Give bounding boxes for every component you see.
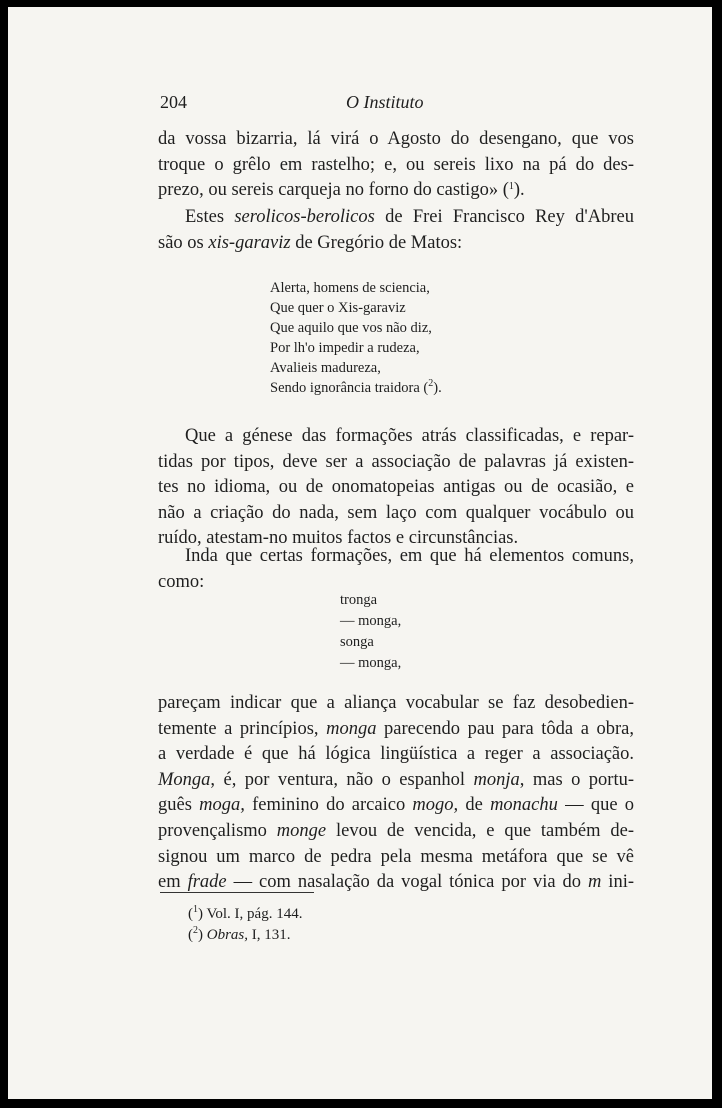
italic-term: monachu: [490, 795, 558, 816]
paragraph-1: [158, 127, 634, 204]
footnote-mark: 1: [193, 904, 198, 915]
italic-term: frade: [187, 872, 227, 893]
paragraph-4: [158, 544, 634, 595]
word-list: [340, 590, 401, 674]
italic-term: monga: [326, 718, 377, 739]
text-line: ruído, atestam-no muitos factos e circunstâncias.: [158, 528, 519, 549]
footnote-1: ($^1$) Vol. I, pág. 144.: [188, 904, 303, 922]
page-number: 204: [160, 92, 187, 112]
verse-line: Avalieis madureza,: [270, 360, 381, 376]
text-line: são os xis-garaviz de Gregório de Matos:: [158, 232, 463, 253]
book-page: [8, 7, 712, 1099]
text-line: temente a princípios, monga parecendo pau para tôda a obra,: [158, 718, 634, 739]
text-line: pareçam indicar que a aliança vocabular se faz desobedien-: [158, 693, 634, 713]
running-title: O Instituto: [346, 92, 424, 112]
italic-term: monja: [473, 769, 520, 790]
footnote-2: ($^2$) Obras, I, 131.: [188, 925, 291, 943]
word-item: tronga: [340, 592, 378, 608]
text-line: provençalismo monge levou de vencida, e que também de-: [158, 820, 634, 841]
text-line: em frade — com nasalação da vogal tónica por via do m ini-: [158, 872, 634, 893]
word-item: songa: [340, 634, 374, 650]
text-line: Monga, é, por ventura, não o espanhol monja, mas o portu-: [158, 769, 634, 790]
text-line: Inda que certas formações, em que há elementos comuns,: [185, 546, 634, 566]
text-line: a verdade é que há lógica lingüística a reger a associação.: [158, 744, 634, 765]
text-line: não a criação do nada, sem laço com qualquer vocábulo ou: [158, 502, 634, 523]
paragraph-2: [158, 205, 634, 256]
verse-line: Que quer o Xis-garaviz: [270, 300, 406, 316]
paragraph-5: [158, 691, 634, 896]
verse-line: Que aquilo que vos não diz,: [270, 320, 432, 336]
text-line: guês moga, feminino do arcaico mogo, de monachu — que o: [158, 795, 634, 816]
italic-term: xis-garaviz: [208, 232, 291, 253]
italic-term: mogo,: [412, 795, 459, 816]
text-line: prezo, ou sereis carqueja no forno do castigo» ($^1$).: [158, 180, 525, 201]
verse-line: Sendo ignorância traidora ($^2$).: [270, 378, 442, 396]
footnotes: [188, 904, 302, 946]
verse-line: Por lh'o impedir a rudeza,: [270, 340, 420, 356]
text-line: signou um marco de pedra pela mesma metáfora que se vê: [158, 846, 634, 867]
text-line: troque o grêlo em rastelho; e, ou sereis lixo na pá do des-: [158, 154, 634, 175]
word-item: — monga,: [340, 655, 402, 671]
verse-quote: [270, 278, 442, 398]
footnote-ref: 2: [428, 378, 434, 389]
verse-line: Alerta, homens de sciencia,: [270, 280, 430, 296]
text-line: tes no idioma, ou de onomatopeias antigas ou de ocasião, e: [158, 477, 634, 498]
page-header: [160, 92, 580, 118]
text-line: Que a génese das formações atrás classificadas, e repar-: [185, 426, 634, 446]
word-item: — monga,: [340, 613, 402, 629]
footnote-divider: [160, 892, 314, 893]
italic-term: monge: [276, 820, 327, 841]
text-line: Estes serolicos-berolicos de Frei Francisco Rey d'Abreu: [185, 207, 634, 227]
italic-term: m: [587, 872, 602, 893]
italic-term: Obras,: [203, 927, 249, 943]
paragraph-3: [158, 424, 634, 552]
italic-term: serolicos-berolicos: [234, 207, 375, 227]
italic-term: moga,: [199, 795, 245, 816]
text-line: tidas por tipos, deve ser a associação de palavras já existen-: [158, 451, 634, 472]
text-line: da vossa bizarria, lá virá o Agosto do desengano, que vos: [158, 129, 634, 149]
footnote-mark: 2: [193, 925, 198, 936]
italic-term: Monga: [158, 769, 211, 790]
text-line: como:: [158, 571, 205, 592]
footnote-ref: 1: [508, 181, 514, 193]
